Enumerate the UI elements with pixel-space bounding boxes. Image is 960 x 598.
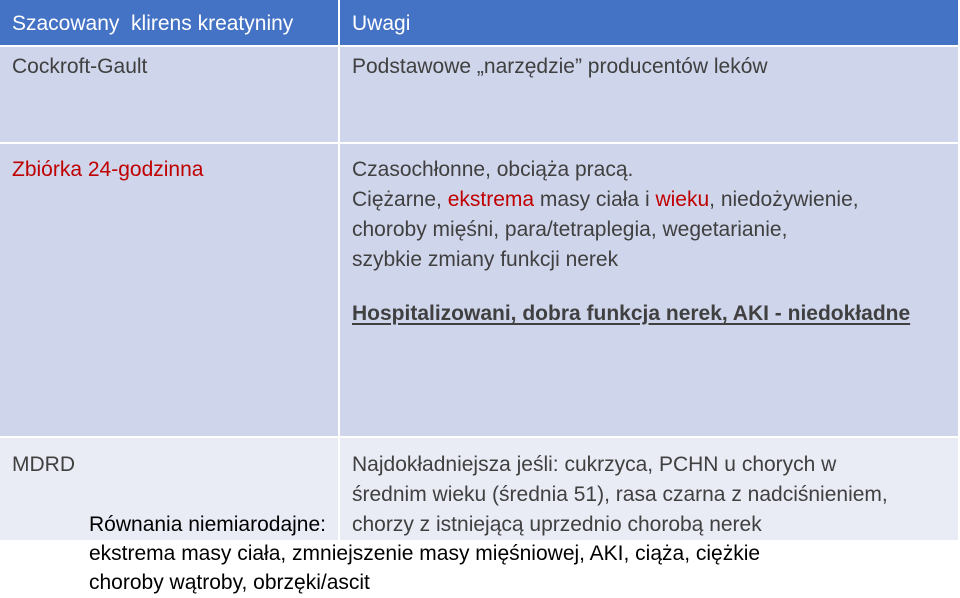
- note-line: średnim wieku (średnia 51), rasa czarna z nadciśnieniem,: [352, 483, 888, 506]
- footer-line: ekstrema masy ciała, zmniejszenie masy mięśniowej, AKI, ciąża, ciężkie: [89, 542, 761, 565]
- row-24h-note: [340, 144, 960, 438]
- note-bold-line: Hospitalizowani, dobra funkcja nerek, AKI - niedokładne: [352, 302, 911, 325]
- header-notes-label: Uwagi: [352, 12, 411, 35]
- row-cockroft-method: [0, 47, 340, 144]
- footer-note: [89, 510, 760, 597]
- note-line: Najdokładniejsza jeśli: cukrzyca, PCHN u chorych w: [352, 453, 837, 476]
- method-label: Zbiórka 24-godzinna: [12, 158, 204, 181]
- row-cockroft-note: [340, 47, 960, 144]
- note-text: masy ciała i: [534, 188, 656, 211]
- note-text: , niedożywienie,: [709, 188, 859, 211]
- row-24h-method: [0, 144, 340, 438]
- method-label: MDRD: [12, 453, 75, 476]
- footer-line: choroby wątroby, obrzęki/ascit: [89, 571, 370, 594]
- spacer: [352, 275, 958, 299]
- note-highlight: wieku: [655, 188, 710, 211]
- header-method: [0, 0, 340, 47]
- note-line: Czasochłonne, obciąża pracą.: [352, 158, 634, 181]
- note-line: chorzy z istniejącą uprzednio chorobą nerek: [352, 513, 762, 536]
- note-line-mixed: [352, 185, 958, 215]
- note-line: Podstawowe „narzędzie” producentów leków: [352, 55, 768, 78]
- header-notes: [340, 0, 960, 47]
- note-line: szybkie zmiany funkcji nerek: [352, 248, 619, 271]
- method-label: Cockroft-Gault: [12, 55, 148, 78]
- note-text: Ciężarne,: [352, 188, 448, 211]
- note-highlight: ekstrema: [447, 188, 535, 211]
- note-line: choroby mięśni, para/tetraplegia, wegetarianie,: [352, 218, 788, 241]
- header-method-label: Szacowany klirens kreatyniny: [12, 12, 294, 35]
- footer-line: Równania niemiarodajne:: [89, 513, 326, 536]
